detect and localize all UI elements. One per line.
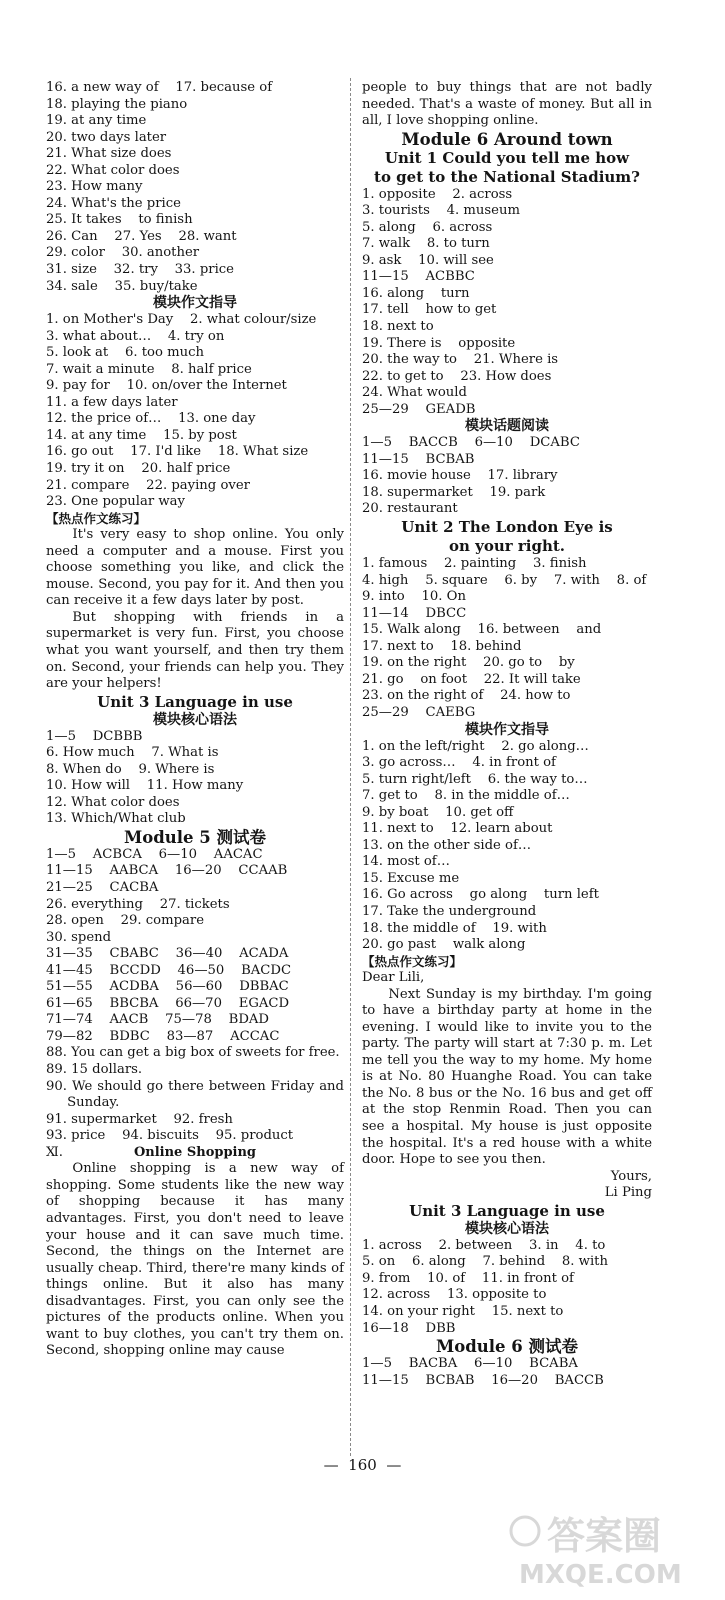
answer-line: 10. How will 11. How many (46, 778, 244, 794)
answer-line: 11—14 DBCC (362, 605, 467, 621)
answer-line: 18. next to (362, 319, 434, 335)
answer-line: 28. open 29. compare (46, 913, 205, 929)
watermark-logo (507, 1505, 707, 1589)
answer-line: 11—15 ACBBC (362, 269, 475, 285)
unit-heading: to get to the National Stadium? (374, 167, 640, 186)
answer-line: 12. across 13. opposite to (362, 1287, 547, 1303)
answer-line: 31—35 CBABC 36—40 ACADA (46, 946, 289, 962)
answer-line: 61—65 BBCBA 66—70 EGACD (46, 995, 290, 1011)
unit-heading: Unit 1 Could you tell me how (384, 148, 630, 167)
answer-line: 26. Can 27. Yes 28. want (46, 228, 237, 244)
answer-line: 23. How many (46, 179, 143, 195)
answer-line: 11—15 BCBAB 16—20 BACCB (362, 1372, 604, 1388)
answer-line: 4. high 5. square 6. by 7. with 8. of (362, 572, 647, 588)
answer-line: 15. Walk along 16. between and (362, 622, 602, 638)
section-heading: 模块作文指导 (465, 721, 549, 738)
answer-line: 16. a new way of 17. because of (46, 80, 273, 95)
answer-line: 18. supermarket 19. park (362, 484, 546, 500)
answer-line: 9. ask 10. will see (362, 252, 494, 268)
answer-line: 13. Which/What club (46, 811, 186, 827)
answer-line: 7. get to 8. in the middle of… (362, 788, 570, 804)
answer-line: 41—45 BCCDD 46—50 BACDC (46, 962, 292, 978)
answer-line: 20. restaurant (362, 501, 458, 517)
answer-line: 20. the way to 21. Where is (362, 352, 559, 368)
answer-line: 30. spend (46, 929, 112, 945)
answer-line: 12. What color does (46, 794, 180, 810)
practice-heading: 【热点作文练习】 (46, 510, 147, 526)
answer-line: 1—5 ACBCA 6—10 AACAC (46, 846, 263, 862)
answer-line: 16. Go across go along turn left (362, 887, 599, 903)
section-heading: 模块核心语法 (153, 711, 237, 728)
paragraph: It's very easy to shop online. You only need a computer and a mouse. First you choose something you like, and click the mouse. Second, you pay for it. And then you can receive it a few days later by post. (46, 527, 344, 609)
answer-line: 1. famous 2. painting 3. finish (362, 556, 587, 572)
section-heading: 模块话题阅读 (465, 418, 549, 435)
left-column (46, 80, 344, 1360)
answer-line: 17. Take the underground (362, 903, 537, 919)
answer-line: 7. walk 8. to turn (362, 236, 490, 252)
answer-line: 24. What's the price (46, 195, 181, 211)
answer-line: 5. on 6. along 7. behind 8. with (362, 1254, 608, 1270)
unit-heading: Unit 3 Language in use (97, 692, 293, 711)
answer-line: 24. What would (362, 385, 467, 401)
answer-line: 19. try it on 20. half price (46, 461, 231, 477)
answer-line: 5. along 6. across (362, 219, 493, 235)
answer-line: 51—55 ACDBA 56—60 DBBAC (46, 979, 289, 995)
answer-line: 8. When do 9. Where is (46, 761, 215, 777)
essay-title: Online Shopping (133, 1144, 257, 1160)
answer-line: 11—15 AABCA 16—20 CCAAB (46, 863, 288, 879)
paragraph: Online shopping is a new way of shopping. Some students like the new way of shopping because it has many advantages. First, you don't need to leave your house and it can save much time. Second, the things on the Internet are usually cheap. Third, there're many kinds of things online. But it also has many disadvantages. First, you can only see the pictures of the products online. When you want to buy clothes, you can't try them on. Second, shopping online may cause (46, 1161, 344, 1359)
answer-line: 1. on Mother's Day 2. what colour/size (46, 312, 317, 328)
module-heading: Module 6 测试卷 (435, 1337, 579, 1357)
answer-line: 3. go across… 4. in front of (362, 755, 556, 771)
answer-line: 17. next to 18. behind (362, 638, 522, 654)
answer-line: 20. go past walk along (362, 937, 526, 953)
section-heading: 模块作文指导 (153, 295, 237, 312)
watermark-text: 答案圈 (547, 1514, 662, 1558)
module-heading: Module 5 测试卷 (123, 827, 267, 847)
answer-line: 11. a few days later (46, 394, 178, 410)
answer-line: 26. everything 27. tickets (46, 896, 230, 912)
answer-line: Dear Lili, (362, 970, 425, 986)
answer-line: 1—5 BACBA 6—10 BCABA (362, 1356, 578, 1372)
watermark-url: MXQE.COM (519, 1560, 682, 1589)
answer-line: 9. from 10. of 11. in front of (362, 1270, 574, 1286)
answer-line: 12. the price of… 13. one day (46, 411, 256, 427)
answer-line: 20. two days later (46, 129, 167, 145)
answer-line: 19. There is opposite (362, 335, 516, 351)
answer-line: 71—74 AACB 75—78 BDAD (46, 1012, 269, 1028)
answer-line: 21. go on foot 22. It will take (362, 671, 581, 687)
answer-line: 11. next to 12. learn about (362, 821, 553, 837)
answer-line: 19. at any time (46, 113, 147, 129)
answer-line: 16. movie house 17. library (362, 468, 558, 484)
answer-line: 14. most of… (362, 854, 450, 870)
answer-line: 91. supermarket 92. fresh (46, 1111, 233, 1127)
paragraph: 90. We should go there between Friday and Sunday. (46, 1078, 344, 1111)
answer-line: 1. across 2. between 3. in 4. to (362, 1237, 606, 1253)
answer-line: 21. compare 22. paying over (46, 477, 250, 493)
answer-line: 9. by boat 10. get off (362, 804, 514, 820)
paragraph: people to buy things that are not badly needed. That's a waste of money. But all in all, I love shopping online. (362, 80, 652, 129)
answer-line: 15. Excuse me (362, 870, 460, 886)
column-divider (350, 78, 351, 1456)
answer-line: 1. on the left/right 2. go along… (362, 738, 589, 754)
answer-line: 79—82 BDBC 83—87 ACCAC (46, 1028, 280, 1044)
answer-line: 13. on the other side of… (362, 837, 532, 853)
answer-line: 1—5 DCBBB (46, 728, 143, 744)
answer-line: 29. color 30. another (46, 245, 200, 261)
answer-line: 22. to get to 23. How does (362, 368, 552, 384)
essay-title-row (46, 1145, 344, 1162)
answer-line: 9. pay for 10. on/over the Internet (46, 378, 287, 394)
answer-line: 19. on the right 20. go to by (362, 655, 575, 671)
answer-line: 1—5 BACCB 6—10 DCABC (362, 435, 580, 451)
answer-line: 18. the middle of 19. with (362, 920, 547, 936)
answer-line: 17. tell how to get (362, 302, 497, 318)
answer-line: 23. on the right of 24. how to (362, 688, 571, 704)
paragraph: Next Sunday is my birthday. I'm going to have a birthday party at home in the evening. I would like to invite you to the party. The party will start at 7:30 p. m. Let me tell you the way to my home. My home is at No. 80 Huanghe Road. You can take the No. 8 bus or the No. 16 bus and get off at the stop Renmin Road. Then you can see a hospital. My house is just opposite the hospital. It's a red house with a white door. Hope to see you then. (362, 986, 652, 1168)
answer-line: 31. size 32. try 33. price (46, 262, 234, 278)
answer-line: 16—18 DBB (362, 1320, 456, 1336)
answer-line: 18. playing the piano (46, 96, 188, 112)
watermark-ring (511, 1517, 539, 1545)
answer-line: 5. look at 6. too much (46, 345, 205, 361)
answer-line: 21—25 CACBA (46, 880, 159, 896)
paragraph: 88. You can get a big box of sweets for free. (46, 1045, 340, 1061)
section-marker: Ⅺ. (46, 1144, 63, 1160)
answer-line: 1. opposite 2. across (362, 186, 513, 202)
answer-line: 3. what about… 4. try on (46, 328, 225, 344)
answer-line: 14. on your right 15. next to (362, 1303, 564, 1319)
practice-heading: 【热点作文练习】 (362, 953, 463, 969)
answer-line: 25—29 CAEBG (362, 704, 476, 720)
module-heading: Module 6 Around town (401, 129, 613, 149)
answer-line: 11—15 BCBAB (362, 451, 475, 467)
answer-line: 93. price 94. biscuits 95. product (46, 1128, 294, 1144)
unit-heading: Unit 2 The London Eye is (401, 518, 613, 537)
answer-line: 89. 15 dollars. (46, 1062, 143, 1078)
page-number: — 160 — (323, 1456, 402, 1474)
answer-line: 7. wait a minute 8. half price (46, 361, 252, 377)
answer-line: 14. at any time 15. by post (46, 427, 237, 443)
paragraph: But shopping with friends in a supermarket is very fun. First, you choose what you want yourself, and then try them on. Second, your friends can help you. They are your helpers! (46, 609, 344, 692)
answer-line: 23. One popular way (46, 494, 185, 510)
right-column (362, 80, 652, 1389)
answer-line: 5. turn right/left 6. the way to… (362, 771, 588, 787)
answer-line: 16. along turn (362, 285, 470, 301)
unit-heading: Unit 3 Language in use (409, 1201, 605, 1220)
answer-line: 34. sale 35. buy/take (46, 278, 198, 294)
unit-heading: on your right. (448, 537, 566, 556)
answer-line: 25. It takes to finish (46, 212, 193, 228)
answer-line: 6. How much 7. What is (46, 745, 219, 761)
answer-line: 21. What size does (46, 146, 172, 162)
answer-line: 16. go out 17. I'd like 18. What size (46, 444, 309, 460)
answer-line: 3. tourists 4. museum (362, 203, 520, 219)
letter-signature: Li Ping (604, 1185, 652, 1201)
letter-signature: Yours, (610, 1168, 652, 1184)
answer-line: 22. What color does (46, 162, 180, 178)
answer-line: 9. into 10. On (362, 589, 466, 605)
section-heading: 模块核心语法 (465, 1220, 549, 1237)
answer-line: 25—29 GEADB (362, 401, 476, 417)
